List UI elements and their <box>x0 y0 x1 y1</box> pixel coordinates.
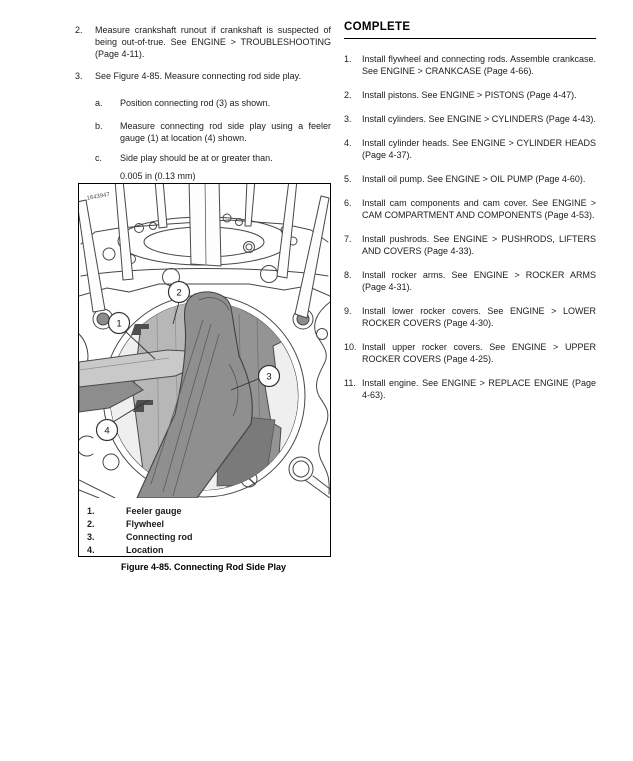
step-text: Measure crankshaft runout if crankshaft is suspected of being out-of-true. See ENGINE > TROUBLESHOOTING (Page 4-11). <box>95 25 331 59</box>
step-text: Install upper rocker covers. See ENGINE > UPPER ROCKER COVERS (Page 4-25). <box>362 342 596 364</box>
substep-letter: b. <box>95 121 103 131</box>
step-text: Install cam components and cam cover. See ENGINE > CAM COMPARTMENT AND COMPONENTS (Page 4-53). <box>362 198 596 220</box>
legend-number: 1. <box>87 506 95 516</box>
step-text: Install engine. See ENGINE > REPLACE ENGINE (Page 4-63). <box>362 378 596 400</box>
step-number: 6. <box>344 198 352 208</box>
step-number: 5. <box>344 174 352 184</box>
complete-step-9 <box>344 305 596 329</box>
substep-letter: c. <box>95 153 103 163</box>
legend-label: Connecting rod <box>126 532 193 542</box>
step-text: Install pistons. See ENGINE > PISTONS (Page 4-47). <box>362 90 577 100</box>
step-text: Install flywheel and connecting rods. Assemble crankcase. See ENGINE > CRANKCASE (Page 4-66). <box>362 54 596 76</box>
complete-step-10 <box>344 341 596 365</box>
step-number: 7. <box>344 234 352 244</box>
section-heading: COMPLETE <box>344 21 596 39</box>
step-text: Install cylinder heads. See ENGINE > CYLINDER HEADS (Page 4-37). <box>362 138 596 160</box>
substep-b <box>95 120 331 144</box>
callout-2: 2 <box>176 287 182 299</box>
callout-3: 3 <box>266 371 272 383</box>
callout-4: 4 <box>104 425 110 437</box>
step-number: 11. <box>344 378 356 388</box>
step-number: 8. <box>344 270 352 280</box>
complete-step-6 <box>344 197 596 221</box>
step-2 <box>75 24 331 60</box>
substep-text: Measure connecting rod side play using a feeler gauge (1) at location (4) shown. <box>120 121 331 143</box>
legend-label: Location <box>126 545 164 555</box>
complete-step-3 <box>344 113 596 125</box>
complete-step-5 <box>344 173 596 185</box>
step-text: Install cylinders. See ENGINE > CYLINDERS (Page 4-43). <box>362 114 596 124</box>
legend-item <box>87 505 330 518</box>
complete-step-1 <box>344 53 596 77</box>
complete-step-8 <box>344 269 596 293</box>
complete-step-2 <box>344 89 596 101</box>
right-column <box>344 21 596 413</box>
legend-label: Feeler gauge <box>126 506 182 516</box>
callout-1: 1 <box>116 318 122 330</box>
complete-step-11 <box>344 377 596 401</box>
figure-legend <box>79 503 330 557</box>
figure-caption: Figure 4-85. Connecting Rod Side Play <box>120 562 287 572</box>
left-column <box>75 24 331 572</box>
step-text: Install oil pump. See ENGINE > OIL PUMP (Page 4-60). <box>362 174 586 184</box>
substep-letter: a. <box>95 98 103 108</box>
step-number: 3. <box>344 114 352 124</box>
step-text: See Figure 4-85. Measure connecting rod side play. <box>95 71 301 81</box>
step-text: Install rocker arms. See ENGINE > ROCKER ARMS (Page 4-31). <box>362 270 596 292</box>
step-3 <box>75 70 331 82</box>
substep-c <box>95 152 331 164</box>
step-text: Install lower rocker covers. See ENGINE > LOWER ROCKER COVERS (Page 4-30). <box>362 306 596 328</box>
legend-label: Flywheel <box>126 519 165 529</box>
complete-step-7 <box>344 233 596 257</box>
legend-number: 4. <box>87 545 95 555</box>
complete-step-4 <box>344 137 596 161</box>
step-number: 4. <box>344 138 352 148</box>
step-text: Install pushrods. See ENGINE > PUSHRODS, LIFTERS AND COVERS (Page 4-33). <box>362 234 596 256</box>
step-number: 3. <box>75 71 83 81</box>
figure-image-id: 1643947 <box>86 192 111 202</box>
substep-a <box>95 97 331 109</box>
step-number: 2. <box>75 25 83 35</box>
legend-number: 2. <box>87 519 95 529</box>
substep-text: Side play should be at or greater than. <box>120 153 273 163</box>
legend-item <box>87 518 330 531</box>
step-number: 2. <box>344 90 352 100</box>
figure-4-85 <box>78 183 331 557</box>
step-number: 1. <box>344 54 352 64</box>
spec-value: 0.005 in (0.13 mm) <box>120 171 196 181</box>
legend-item <box>87 544 330 557</box>
substep-text: Position connecting rod (3) as shown. <box>120 98 271 108</box>
step-number: 9. <box>344 306 352 316</box>
legend-number: 3. <box>87 532 95 542</box>
engine-illustration <box>79 184 330 498</box>
legend-item <box>87 531 330 544</box>
step-number: 10. <box>344 342 357 352</box>
